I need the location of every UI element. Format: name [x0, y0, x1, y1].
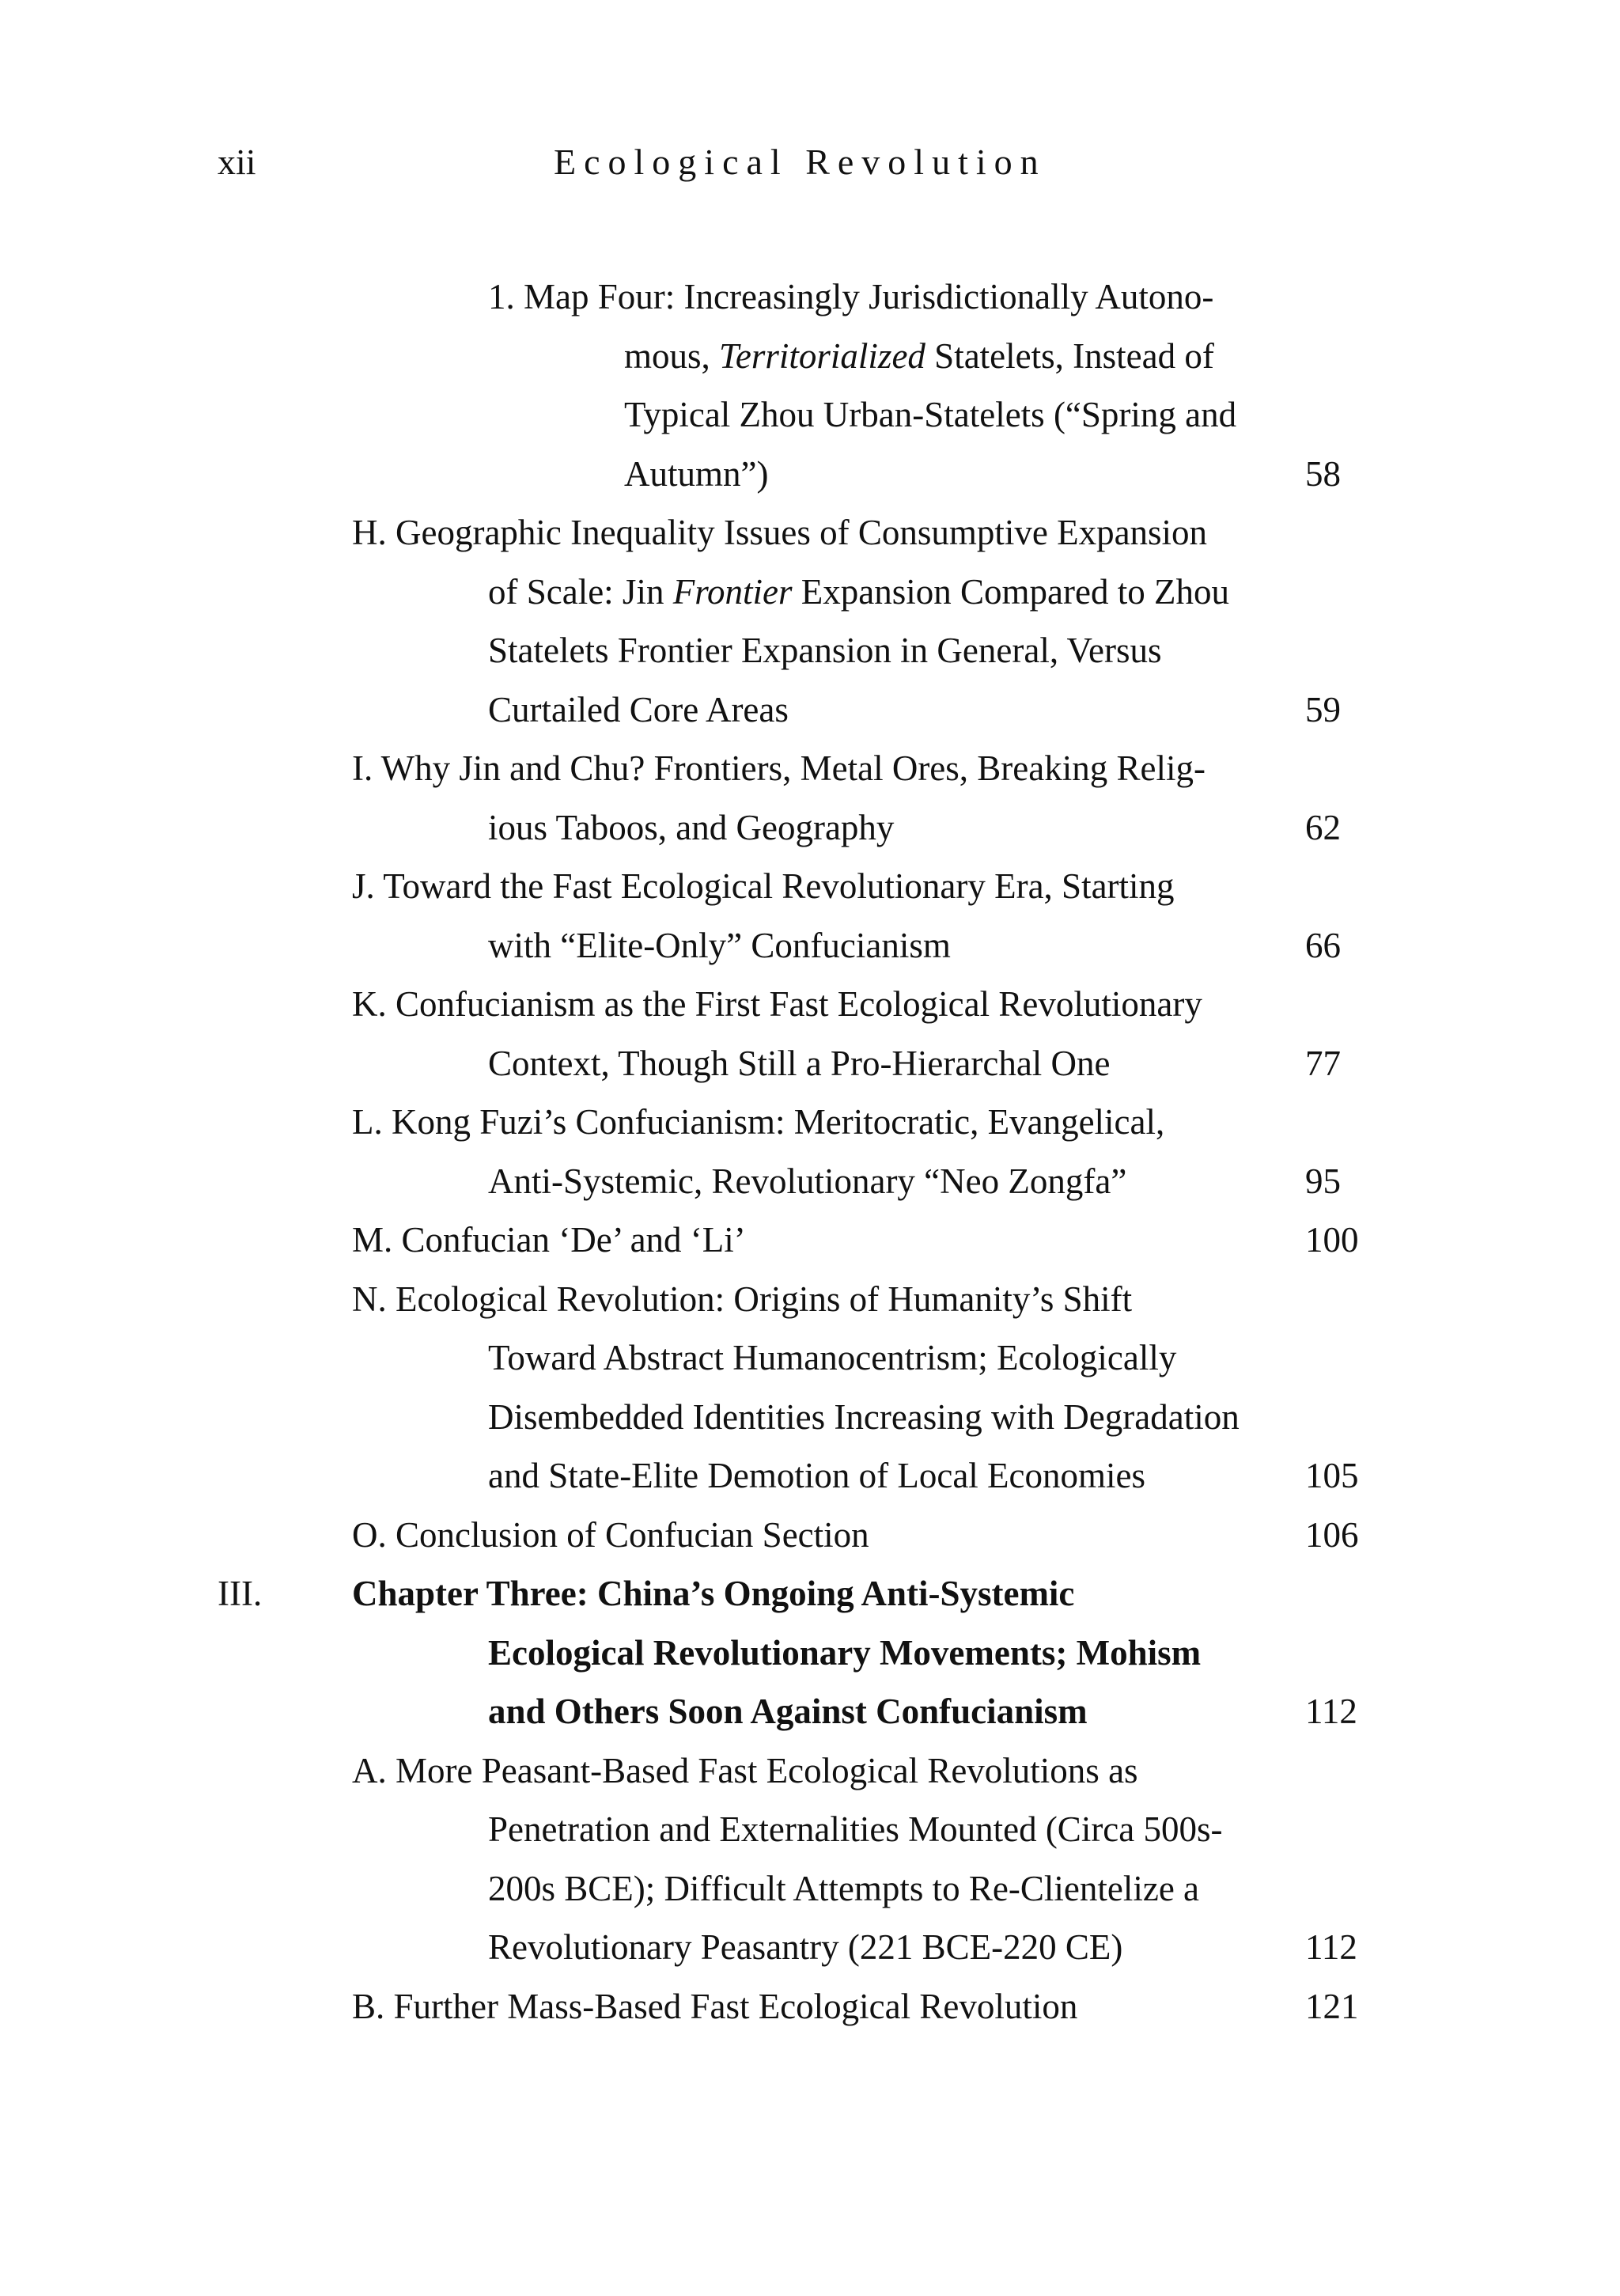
toc-text-italic: Territorialized [719, 335, 925, 376]
toc-page-number: 58 [1305, 453, 1341, 494]
toc-entry-l[interactable] [0, 1093, 1620, 1211]
toc-entry-text: Anti-Systemic, Revolutionary “Neo Zongfa” [488, 1161, 1127, 1201]
toc-entry-a[interactable] [0, 1741, 1620, 1977]
toc-entry-n[interactable] [0, 1270, 1620, 1506]
toc-entry-text: L. Kong Fuzi’s Confucianism: Meritocratic, Evangelical, [352, 1102, 1165, 1142]
toc-text-run: mous, [624, 335, 720, 376]
toc-entry-text: and Others Soon Against Confucianism [488, 1692, 1088, 1731]
toc-entry-text: and State-Elite Demotion of Local Economies [488, 1456, 1146, 1495]
toc-entry-text: Ecological Revolutionary Movements; Mohism [488, 1632, 1202, 1673]
toc-entry-o[interactable] [0, 1506, 1620, 1565]
toc-page-number: 106 [1305, 1514, 1359, 1555]
toc-entry-text: I. Why Jin and Chu? Frontiers, Metal Ores, Breaking Relig- [352, 748, 1206, 788]
toc-entry-text [488, 563, 1229, 622]
toc-entry-text: Statelets Frontier Expansion in General, Versus [488, 631, 1162, 670]
toc-entry-text: O. Conclusion of Confucian Section [352, 1514, 869, 1555]
toc-entry-text: Toward Abstract Humanocentrism; Ecologically [488, 1338, 1177, 1377]
toc-text-run: of Scale: Jin [488, 571, 673, 612]
toc-page-number: 100 [1305, 1220, 1359, 1260]
toc-entry-text: A. More Peasant-Based Fast Ecological Revolutions as [352, 1750, 1138, 1790]
toc-entry-text: ious Taboos, and Geography [488, 807, 895, 847]
toc-page-number: 59 [1305, 689, 1341, 729]
running-head [0, 135, 1620, 190]
toc-entry-k[interactable] [0, 975, 1620, 1093]
page-folio: xii [218, 142, 256, 182]
running-title: Ecological Revolution [554, 142, 1047, 182]
toc-page-number: 105 [1305, 1456, 1359, 1495]
toc-entry-text: with “Elite-Only” Confucianism [488, 925, 951, 965]
toc-entry-map-four[interactable] [0, 267, 1620, 503]
toc-entry-i[interactable] [0, 739, 1620, 857]
toc-text-run: Statelets, Instead of [925, 335, 1214, 376]
toc-entry-text: Penetration and Externalities Mounted (Circa 500s- [488, 1809, 1223, 1849]
toc-entry-text: Context, Though Still a Pro-Hierarchal One [488, 1043, 1111, 1083]
toc-page-number: 121 [1305, 1986, 1359, 2026]
toc-entry-h[interactable] [0, 503, 1620, 739]
toc-entry-text [624, 327, 1214, 386]
toc-entry-b[interactable] [0, 1977, 1620, 2036]
toc-entry-text: Autumn”) [624, 453, 769, 494]
toc-entry-text: Typical Zhou Urban-Statelets (“Spring and [624, 395, 1237, 434]
toc-page-number: 66 [1305, 925, 1341, 965]
toc-page-number: 95 [1305, 1161, 1341, 1201]
toc-page-number: 112 [1305, 1927, 1357, 1967]
toc-page-number: 112 [1305, 1692, 1357, 1731]
toc-entry-text: Revolutionary Peasantry (221 BCE-220 CE) [488, 1927, 1123, 1967]
toc-entry-m[interactable] [0, 1211, 1620, 1270]
toc-entry-chapter-three[interactable] [0, 1564, 1620, 1741]
toc-entry-text: B. Further Mass-Based Fast Ecological Revolution [352, 1986, 1078, 2026]
toc-entry-text: Curtailed Core Areas [488, 689, 789, 729]
toc-entry-text: J. Toward the Fast Ecological Revolutionary Era, Starting [352, 866, 1175, 906]
toc-entry-text: H. Geographic Inequality Issues of Consumptive Expansion [352, 513, 1208, 552]
toc-entry-text: 1. Map Four: Increasingly Jurisdictionally Autono- [488, 277, 1214, 316]
toc-entry-text: N. Ecological Revolution: Origins of Humanity’s Shift [352, 1279, 1133, 1319]
toc-entry-text: Disembedded Identities Increasing with Degradation [488, 1396, 1240, 1437]
toc-text-italic: Frontier [672, 571, 793, 612]
toc-entry-text: 200s BCE); Difficult Attempts to Re-Clientelize a [488, 1868, 1200, 1908]
toc-entry-text: K. Confucianism as the First Fast Ecological Revolutionary [352, 984, 1202, 1024]
toc-text-run: Expansion Compared to Zhou [792, 571, 1229, 612]
toc-page-number: 62 [1305, 807, 1341, 847]
toc-entry-text: M. Confucian ‘De’ and ‘Li’ [352, 1220, 746, 1260]
toc-entry-j[interactable] [0, 857, 1620, 975]
toc-entry-text: Chapter Three: China’s Ongoing Anti-Systemic [352, 1574, 1075, 1613]
toc-page-number: 77 [1305, 1043, 1341, 1083]
table-of-contents [0, 267, 1620, 2036]
chapter-roman-numeral: III. [218, 1574, 263, 1613]
